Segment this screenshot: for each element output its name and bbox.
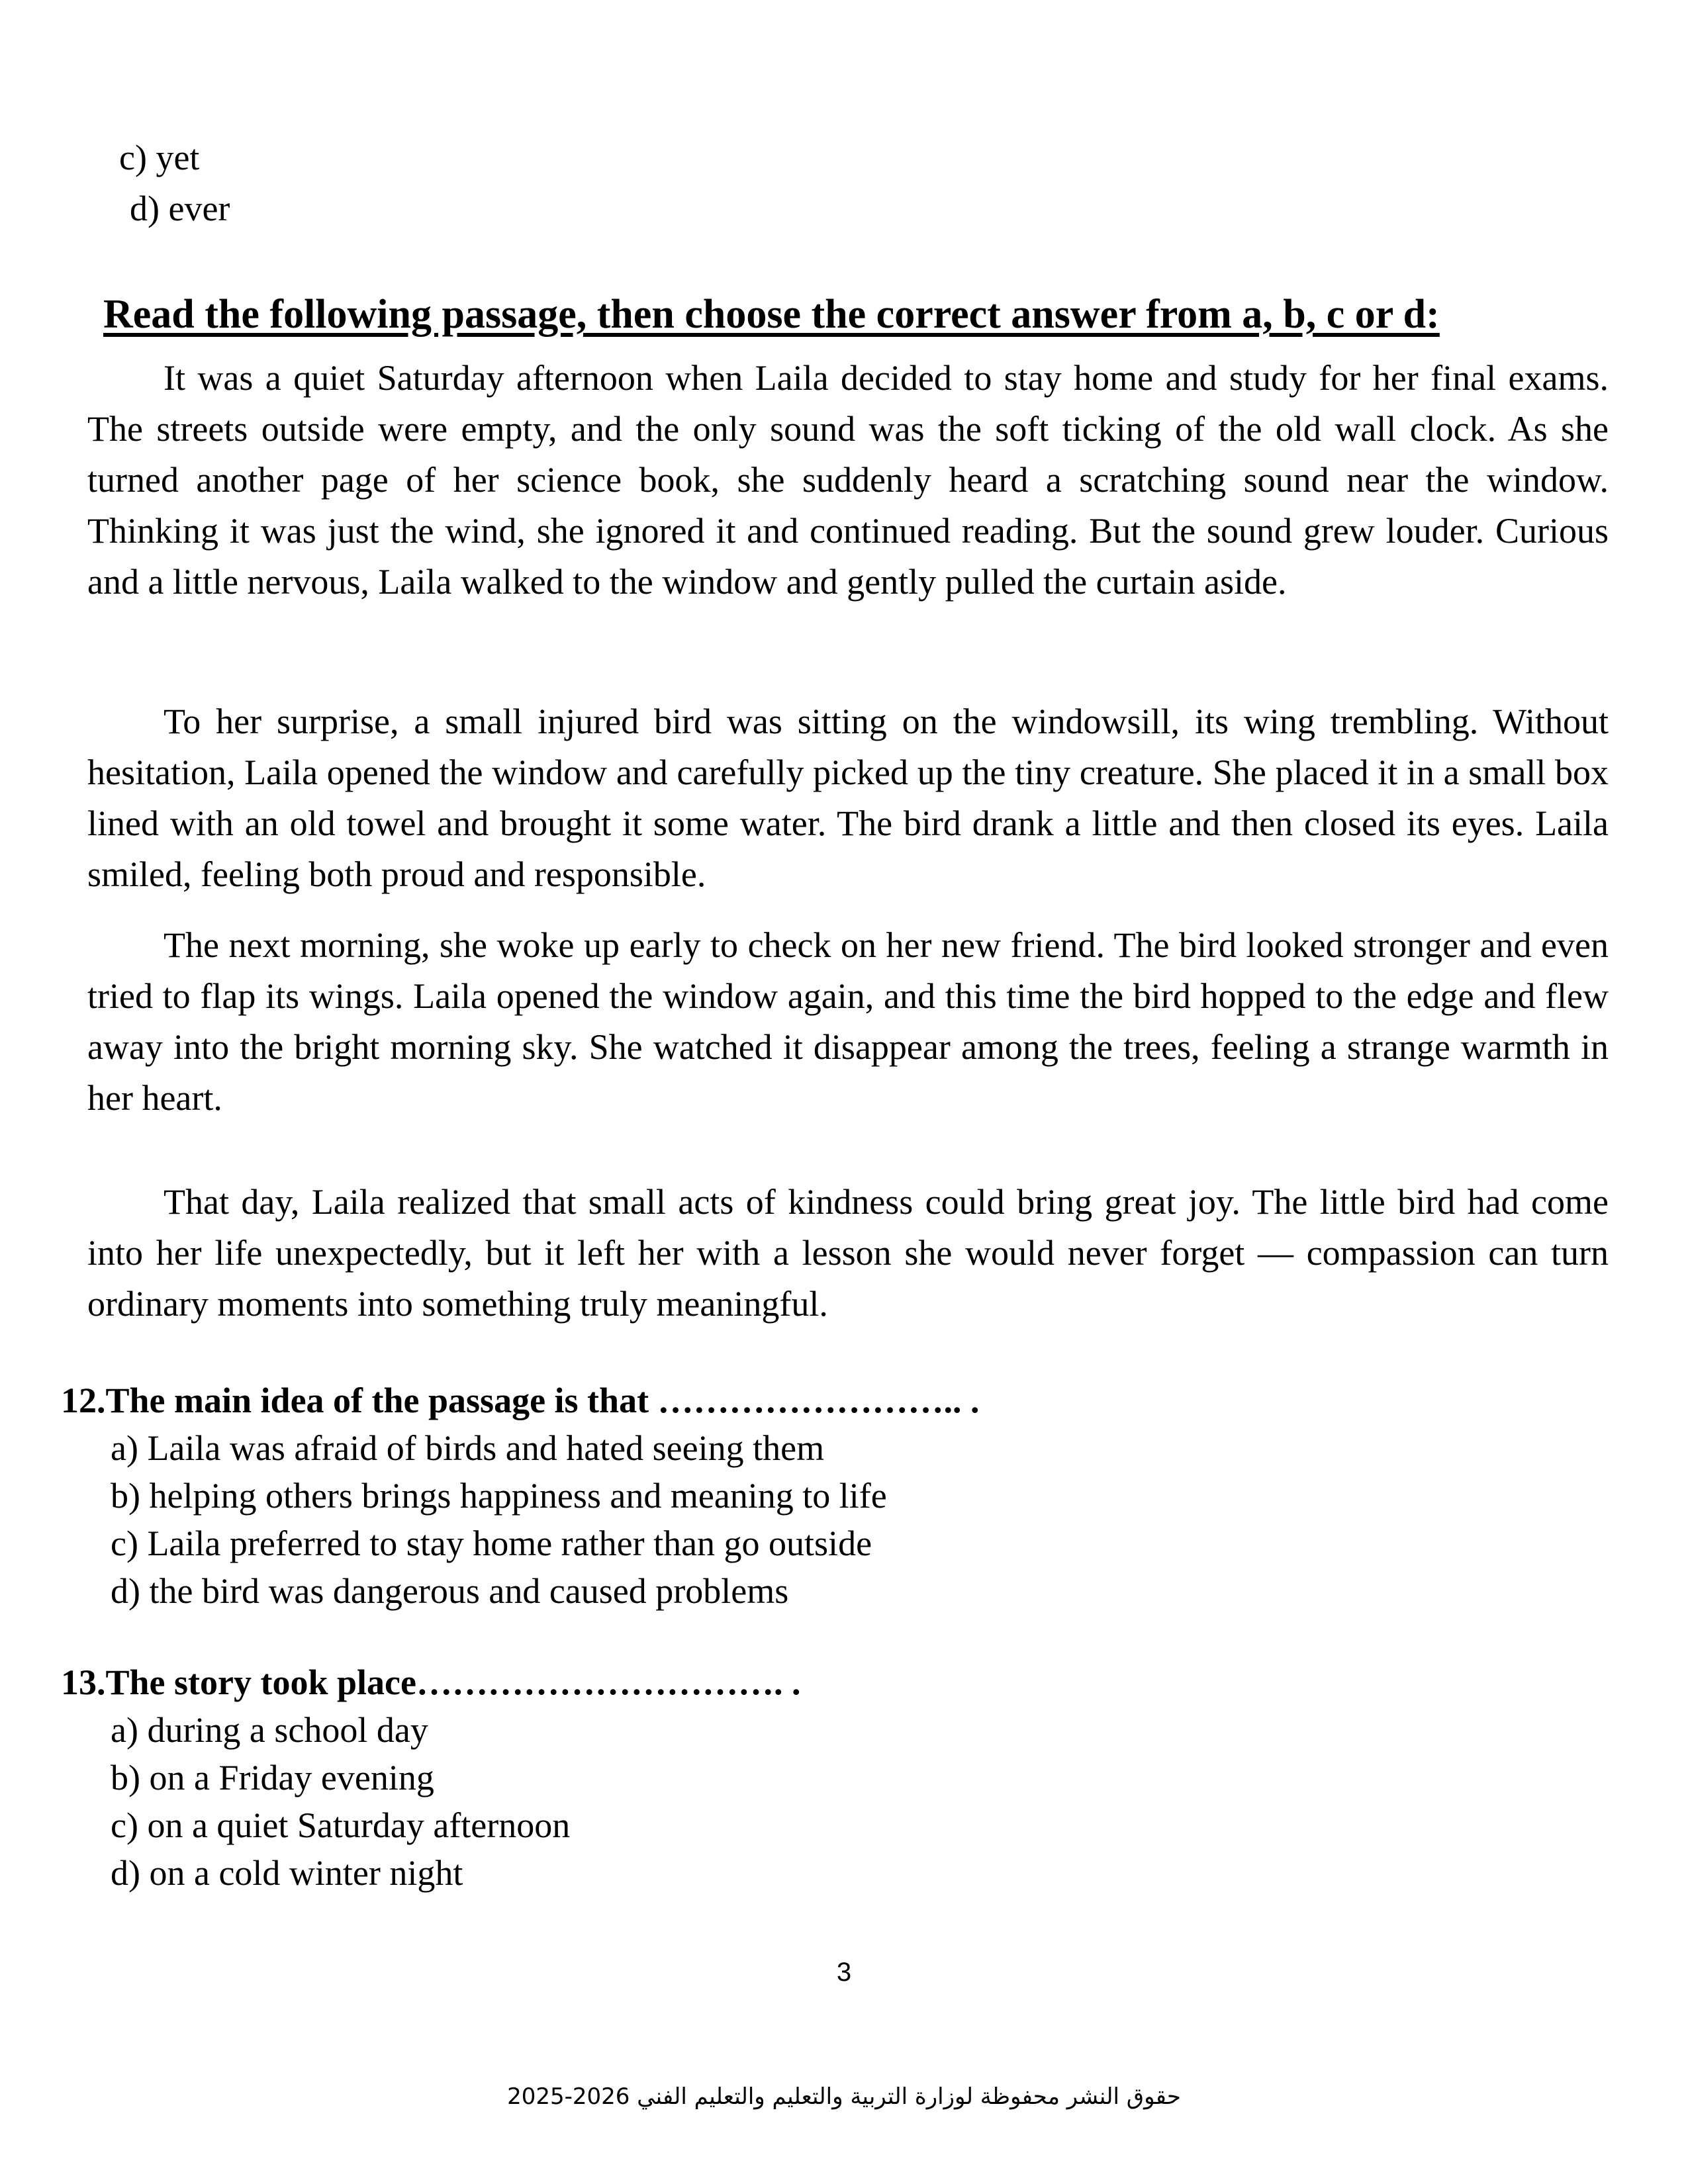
answer-option-d: d) the bird was dangerous and caused problems bbox=[111, 1571, 789, 1611]
answer-option-d: d) on a cold winter night bbox=[111, 1853, 463, 1893]
question-stem: 13.The story took place…………………………. . bbox=[61, 1662, 801, 1702]
passage-paragraph-2: To her surprise, a small injured bird was sitting on the windowsill, its wing trembling. Without hesitation, Laila opened the window and carefully picked up the tiny creature. She placed it in a small box lined with an old towel and brought it some water. The bird drank a little and then closed its eyes. Laila smiled, feeling both proud and responsible. bbox=[87, 702, 1609, 894]
page-number: 3 bbox=[836, 1958, 852, 1987]
answer-option-c: c) Laila preferred to stay home rather than go outside bbox=[111, 1524, 872, 1563]
option-d: d) ever bbox=[130, 189, 230, 228]
answer-option-c: c) on a quiet Saturday afternoon bbox=[111, 1805, 571, 1845]
answer-option-b: b) on a Friday evening bbox=[111, 1758, 434, 1797]
answer-option-a: a) during a school day bbox=[111, 1710, 428, 1750]
reading-instruction-heading: Read the following passage, then choose the correct answer from a, b, c or d: bbox=[103, 292, 1440, 337]
answer-option-b: b) helping others brings happiness and meaning to life bbox=[111, 1476, 887, 1516]
option-c: c) yet bbox=[119, 138, 200, 177]
passage-paragraph-3: The next morning, she woke up early to check on her new friend. The bird looked stronger and even tried to flap its wings. Laila opened the window again, and this time the bird hopped to the edge and flew away into the bright morning sky. She watched it disappear among the trees, feeling a strange warmth in her heart. bbox=[87, 925, 1609, 1118]
passage-paragraph-1: It was a quiet Saturday afternoon when Laila decided to stay home and study for her final exams. The streets outside were empty, and the only sound was the soft ticking of the old wall clock. As she turned another page of her science book, she suddenly heard a scratching sound near the window. Thinking it was just the wind, she ignored it and continued reading. But the sound grew louder. Curious and a little nervous, Laila walked to the window and gently pulled the curtain aside. bbox=[87, 358, 1609, 602]
question-12 bbox=[61, 1377, 980, 1615]
answer-option-a: a) Laila was afraid of birds and hated seeing them bbox=[111, 1428, 825, 1468]
previous-question-options bbox=[119, 136, 230, 238]
copyright-footer: حقوق النشر محفوظة لوزارة التربية والتعليم والتعليم الفني 2026-2025 bbox=[507, 2083, 1181, 2110]
question-stem: 12.The main idea of the passage is that …………………….. . bbox=[61, 1381, 980, 1420]
passage-paragraph-4: That day, Laila realized that small acts of kindness could bring great joy. The little bird had come into her life unexpectedly, but it left her with a lesson she would never forget — compassion can turn ordinary moments into something truly meaningful. bbox=[87, 1182, 1609, 1324]
question-13 bbox=[61, 1659, 800, 1897]
